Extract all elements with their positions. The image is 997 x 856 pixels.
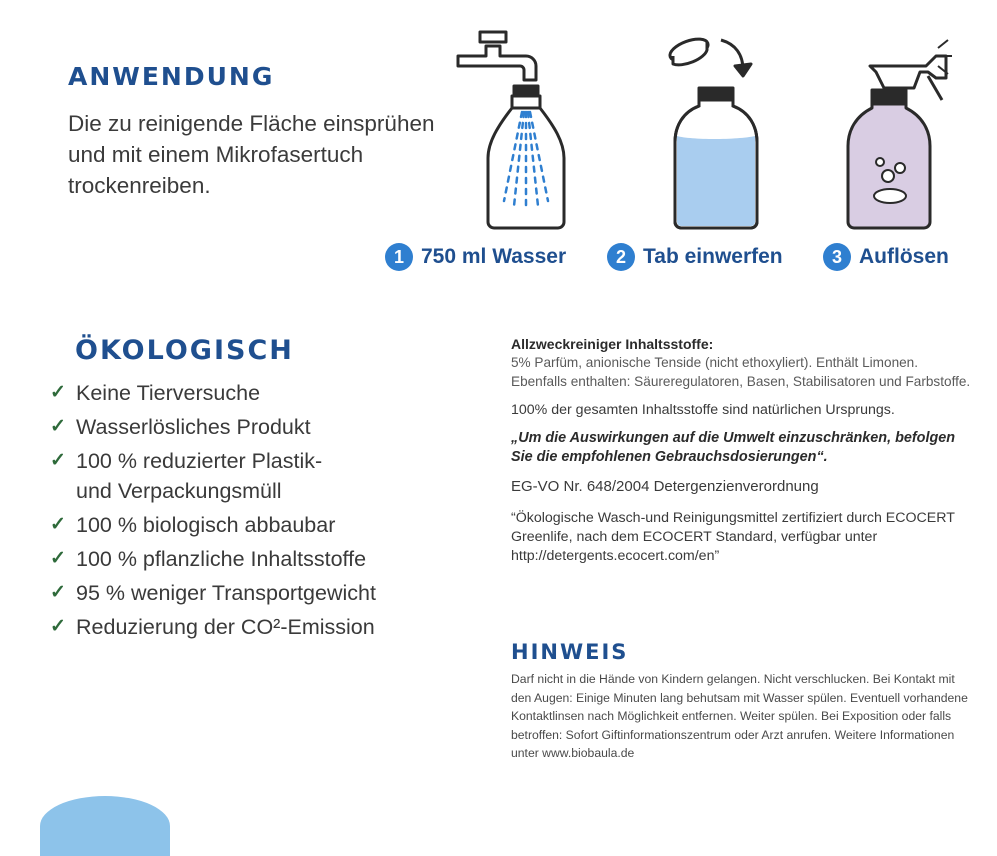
list-item: ✓ 100 % biologisch abbaubar bbox=[50, 510, 450, 540]
check-icon: ✓ bbox=[50, 582, 66, 603]
step-2 bbox=[607, 240, 783, 274]
step-1 bbox=[385, 240, 566, 274]
check-icon: ✓ bbox=[50, 416, 66, 437]
decorative-arc bbox=[40, 796, 170, 856]
ingredients-regulation: EG-VO Nr. 648/2004 Detergenzienverordnung bbox=[511, 478, 819, 495]
step-3-label: Auflösen bbox=[859, 245, 949, 268]
check-icon: ✓ bbox=[50, 450, 66, 471]
hinweis-text: Darf nicht in die Hände von Kindern gelangen. Nicht verschlucken. Bei Kontakt mit den Augen: Einige Minuten lang behutsam mit Wasser spülen. Eventuell vorhandene Kontaktlinsen nach Möglichkeit entfernen. Weiter spülen. Bei Exposition oder falls betroffen: Sofort Giftinformationszentrum oder Arzt anrufen. Weitere Informationen unter www.biobaula.de bbox=[511, 672, 968, 760]
list-item: ✓ 100 % reduzierter Plastik- und Verpackungsmüll bbox=[50, 446, 450, 506]
ingredients-text: 5% Parfüm, anionische Tenside (nicht ethoxyliert). Enthält Limonen. Ebenfalls enthalten: Säureregulatoren, Basen, Stabilisatoren und Farbstoffe. bbox=[511, 355, 971, 389]
step-3-number: 3 bbox=[823, 243, 851, 271]
step-2-number: 2 bbox=[607, 243, 635, 271]
ingredients-quote: „Um die Auswirkungen auf die Umwelt einzuschränken, befolgen Sie die empfohlenen Gebrauchsdosierungen“. bbox=[511, 430, 956, 465]
check-icon: ✓ bbox=[50, 382, 66, 403]
list-item: ✓ 95 % weniger Transportgewicht bbox=[50, 578, 450, 608]
step-1-label: 750 ml Wasser bbox=[421, 245, 567, 268]
hinweis-heading: HINWEIS bbox=[511, 640, 629, 664]
step-3 bbox=[823, 240, 949, 274]
check-icon: ✓ bbox=[50, 514, 66, 535]
ingredients-certification: “Ökologische Wasch-und Reinigungsmittel zertifiziert durch ECOCERT Greenlife, nach dem ECOCERT Standard, verfügbar unter http://detergents.ecocert.com/en” bbox=[511, 510, 955, 564]
anwendung-text: Die zu reinigende Fläche einsprühen und mit einem Mikrofasertuch trockenreiben. bbox=[68, 111, 435, 198]
water-tap-bottle-icon bbox=[450, 26, 570, 231]
step-2-label: Tab einwerfen bbox=[643, 245, 783, 268]
ingredients-block bbox=[511, 336, 971, 566]
ingredients-natural: 100% der gesamten Inhaltsstoffe sind natürlichen Ursprungs. bbox=[511, 402, 895, 418]
check-icon: ✓ bbox=[50, 616, 66, 637]
step-1-number: 1 bbox=[385, 243, 413, 271]
steps-row bbox=[385, 240, 975, 274]
list-item: ✓ 100 % pflanzliche Inhaltsstoffe bbox=[50, 544, 450, 574]
tab-drop-bottle-icon bbox=[655, 26, 775, 231]
list-item: ✓ Reduzierung der CO²-Emission bbox=[50, 612, 450, 642]
eco-list bbox=[50, 378, 450, 646]
list-item: ✓ Keine Tierversuche bbox=[50, 378, 450, 408]
check-icon: ✓ bbox=[50, 548, 66, 569]
spray-bottle-icon bbox=[840, 26, 960, 231]
oekologisch-heading: ÖKOLOGISCH bbox=[75, 335, 294, 366]
ingredients-title: Allzweckreiniger Inhaltsstoffe: bbox=[511, 336, 714, 352]
list-item: ✓ Wasserlösliches Produkt bbox=[50, 412, 450, 442]
anwendung-heading: ANWENDUNG bbox=[68, 62, 275, 91]
